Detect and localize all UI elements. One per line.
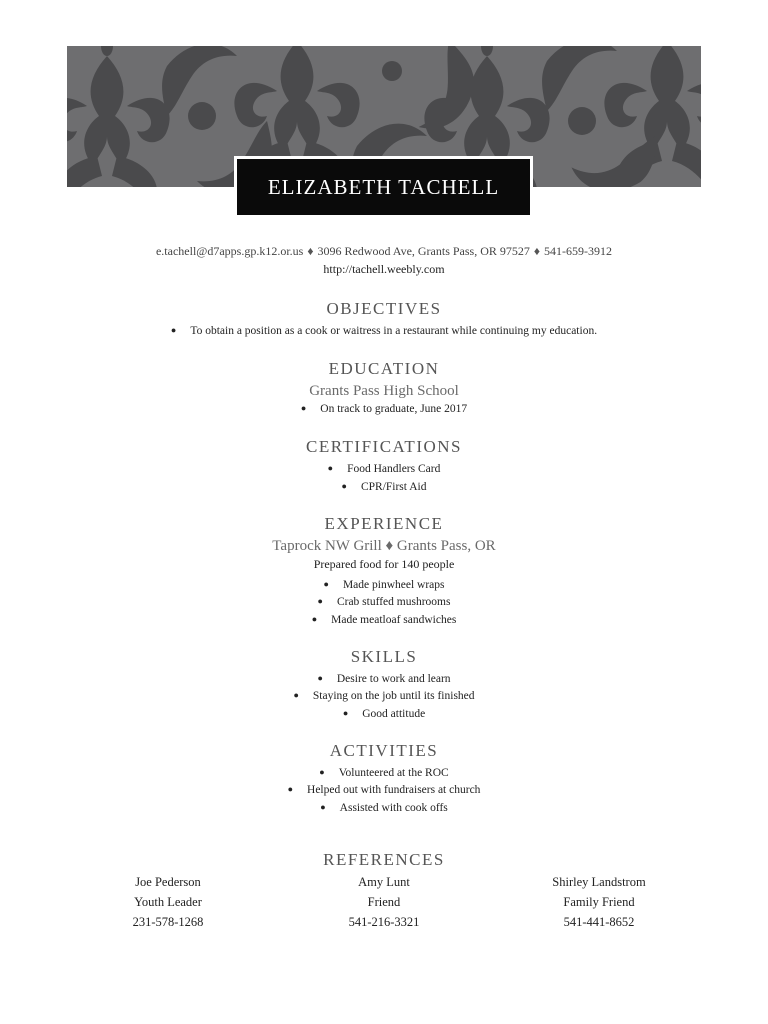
certification-item: ● Food Handlers Card xyxy=(327,463,441,475)
experience-item: ● Made meatloaf sandwiches xyxy=(311,614,457,626)
reference-card xyxy=(499,872,699,932)
full-name: ELIZABETH TACHELL xyxy=(267,174,500,199)
reference-phone: 231-578-1268 xyxy=(132,915,204,929)
reference-phone: 541-441-8652 xyxy=(563,915,635,929)
certification-item: ● CPR/First Aid xyxy=(341,481,427,493)
experience-item: ● Made pinwheel wraps xyxy=(323,579,445,591)
name-plate xyxy=(237,159,530,215)
separator-icon: ♦ xyxy=(307,244,314,258)
separator-icon: ♦ xyxy=(533,244,541,258)
school-name: Grants Pass High School xyxy=(309,383,459,399)
address: 3096 Redwood Ave, Grants Pass, OR 97527 xyxy=(317,244,530,258)
employer: Taprock NW Grill ♦ Grants Pass, OR xyxy=(272,538,496,554)
reference-phone: 541-216-3321 xyxy=(348,915,420,929)
activity-item: ● Assisted with cook offs xyxy=(320,802,448,814)
skills-heading: SKILLS xyxy=(350,647,418,666)
education-heading: EDUCATION xyxy=(328,359,440,378)
education-item: ● On track to graduate, June 2017 xyxy=(300,403,468,415)
experience-item: ● Crab stuffed mushrooms xyxy=(317,596,451,608)
name-box xyxy=(234,156,533,218)
experience-heading: EXPERIENCE xyxy=(324,514,444,533)
reference-name: Amy Lunt xyxy=(358,875,410,889)
objectives-heading: OBJECTIVES xyxy=(326,299,442,318)
reference-role: Friend xyxy=(367,895,401,909)
phone: 541-659-3912 xyxy=(544,244,613,258)
activity-item: ● Volunteered at the ROC xyxy=(319,767,449,779)
skill-item: ● Staying on the job until its finished xyxy=(293,690,475,702)
activities-heading: ACTIVITIES xyxy=(329,741,439,760)
activity-item: ● Helped out with fundraisers at church xyxy=(287,784,481,796)
contact-line xyxy=(0,244,768,259)
objective-item: ● To obtain a position as a cook or waitress in a restaurant while continuing my education. xyxy=(170,325,598,337)
skill-item: ● Desire to work and learn xyxy=(317,673,451,685)
email[interactable]: e.tachell@d7apps.gp.k12.or.us xyxy=(155,244,304,258)
website-link[interactable]: http://tachell.weebly.com xyxy=(323,262,445,276)
reference-card xyxy=(68,872,268,932)
reference-role: Family Friend xyxy=(563,895,635,909)
references-heading: REFERENCES xyxy=(323,850,445,869)
reference-card xyxy=(284,872,484,932)
reference-name: Joe Pederson xyxy=(135,875,201,889)
reference-role: Youth Leader xyxy=(134,895,202,909)
certifications-heading: CERTIFICATIONS xyxy=(306,437,462,456)
experience-summary: Prepared food for 140 people xyxy=(313,557,455,571)
skill-item: ● Good attitude xyxy=(342,708,426,720)
reference-name: Shirley Landstrom xyxy=(552,875,646,889)
